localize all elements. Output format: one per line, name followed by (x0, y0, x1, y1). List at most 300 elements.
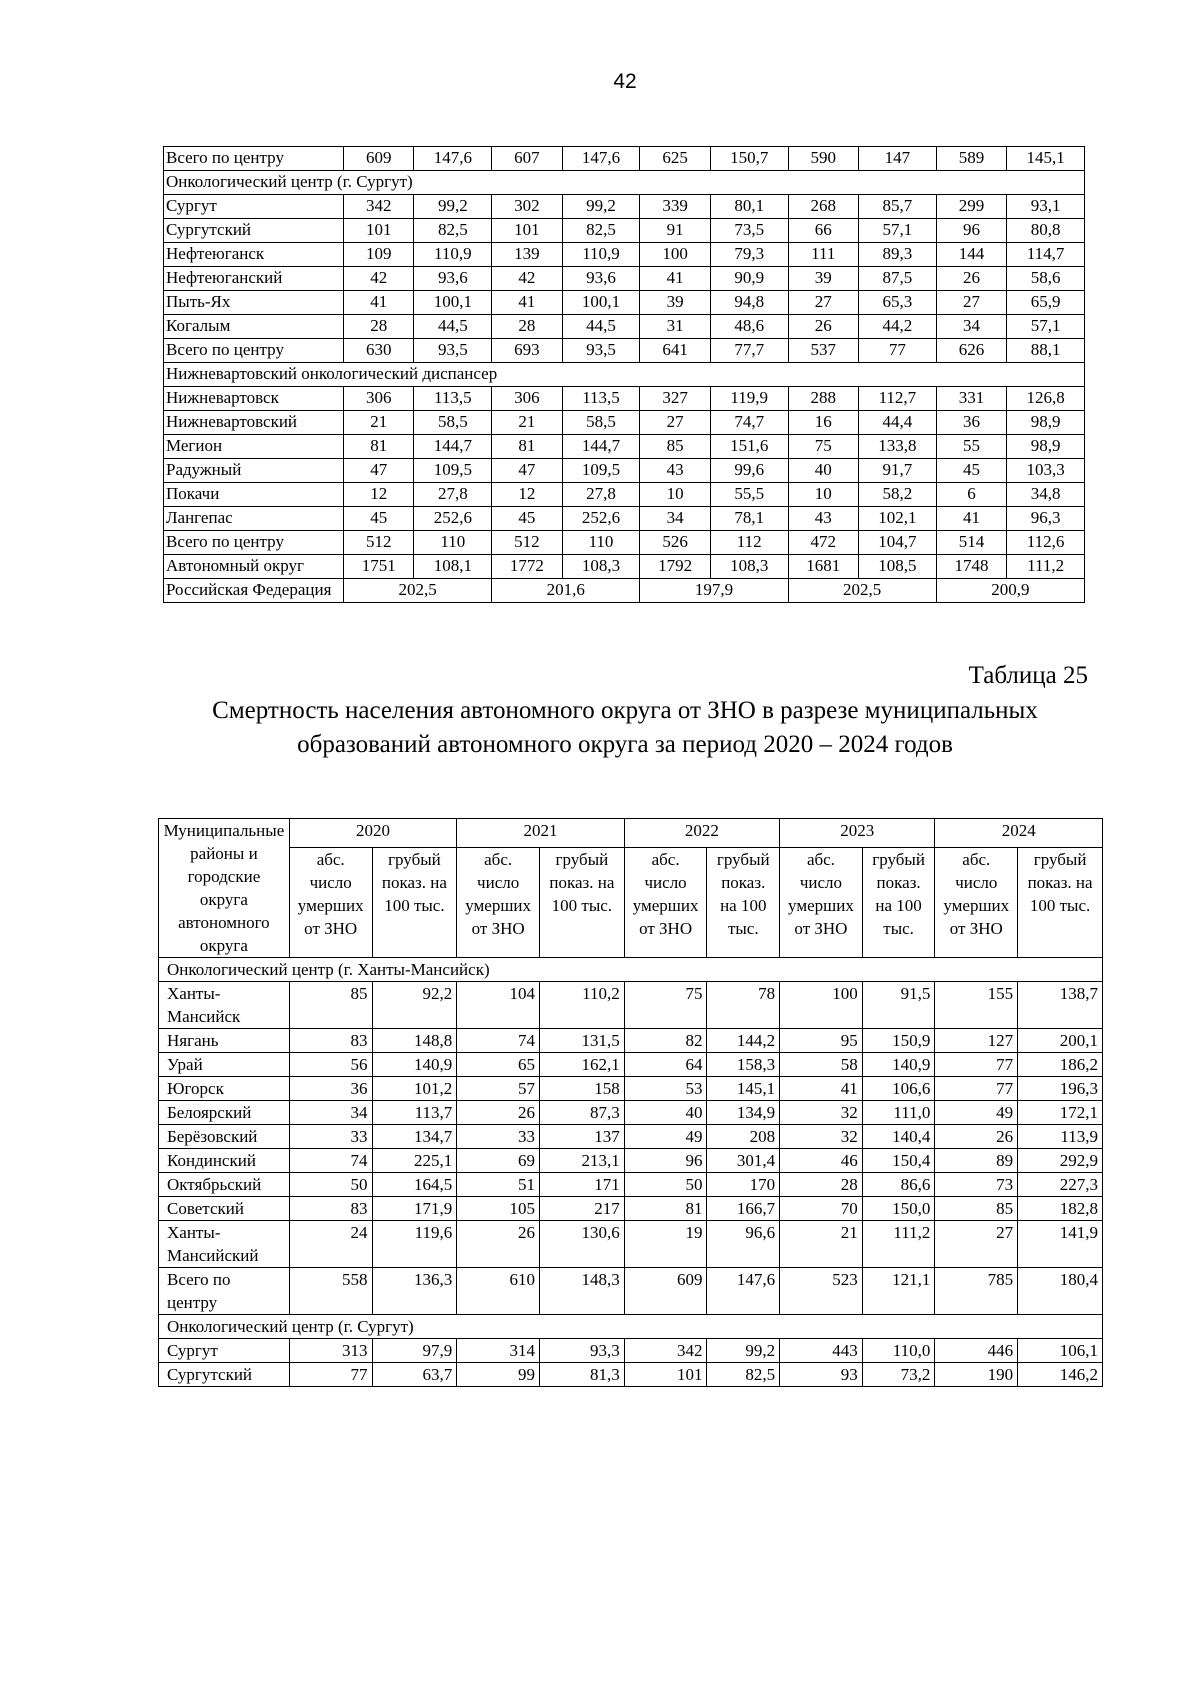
table-cell: 150,4 (862, 1149, 935, 1173)
table-cell: 24 (289, 1221, 372, 1268)
table-cell: 103,3 (1007, 459, 1085, 483)
table-cell: 110,9 (414, 243, 492, 267)
table-cell: 93,1 (1007, 195, 1085, 219)
header-municipality: Муниципальные районы и городские округа автономного округа (159, 819, 290, 958)
table-cell: 83 (289, 1197, 372, 1221)
table-cell: 81 (344, 435, 414, 459)
table-cell: 1748 (936, 555, 1006, 579)
table-cell: 69 (457, 1149, 540, 1173)
table-cell: 158,3 (707, 1053, 780, 1077)
table-cell: 50 (624, 1173, 707, 1197)
table-cell: 342 (344, 195, 414, 219)
table-cell: 164,5 (372, 1173, 457, 1197)
header-row-years (159, 819, 1103, 848)
table-row (164, 483, 1085, 507)
table-cell: 99,2 (562, 195, 640, 219)
table-cell: 443 (780, 1339, 863, 1363)
table-cell: 78 (707, 982, 780, 1029)
table-cell: 65,9 (1007, 291, 1085, 315)
table-cell: 140,9 (862, 1053, 935, 1077)
table-cell: 106,6 (862, 1077, 935, 1101)
table-title: Смертность населения автономного округа от ЗНО в разрезе муниципальных образований автономного округа за период 2020 – 2024 годов (212, 697, 1038, 758)
table-cell: 110 (414, 531, 492, 555)
table-cell: 558 (289, 1268, 372, 1315)
table-cell: 46 (780, 1149, 863, 1173)
table-cell: 75 (788, 435, 858, 459)
table-cell: 12 (492, 483, 562, 507)
table-cell: 44,5 (414, 315, 492, 339)
table-row (159, 1149, 1103, 1173)
row-name: Когалым (164, 315, 344, 339)
table-cell: 85,7 (859, 195, 937, 219)
table-cell: 109 (344, 243, 414, 267)
table-cell: 172,1 (1018, 1101, 1103, 1125)
table-row (159, 1053, 1103, 1077)
table-cell: 94,8 (710, 291, 788, 315)
table-cell: 314 (457, 1339, 540, 1363)
row-name: Нефтеюганский (164, 267, 344, 291)
table-cell: 134,9 (707, 1101, 780, 1125)
table-cell: 523 (780, 1268, 863, 1315)
table-cell: 58 (780, 1053, 863, 1077)
table-cell: 288 (788, 387, 858, 411)
table-cell: 200,9 (936, 579, 1084, 603)
row-name: Ханты-Мансийск (159, 982, 290, 1029)
table-cell: 50 (289, 1173, 372, 1197)
table-cell: 36 (936, 411, 1006, 435)
table-cell: 213,1 (540, 1149, 625, 1173)
header-abs-count: абс. число умерших от ЗНО (624, 847, 707, 958)
table-cell: 110,2 (540, 982, 625, 1029)
table-cell: 93,3 (540, 1339, 625, 1363)
section-title: Онкологический центр (г. Сургут) (159, 1315, 1103, 1339)
row-name: Нижневартовск (164, 387, 344, 411)
table-cell: 83 (289, 1029, 372, 1053)
table-cell: 49 (624, 1125, 707, 1149)
table-cell: 70 (780, 1197, 863, 1221)
table-cell: 85 (935, 1197, 1018, 1221)
table-cell: 145,1 (1007, 147, 1085, 171)
table-cell: 446 (935, 1339, 1018, 1363)
table-cell: 138,7 (1018, 982, 1103, 1029)
table-cell: 31 (640, 315, 710, 339)
table-cell: 65 (457, 1053, 540, 1077)
header-abs-count: абс. число умерших от ЗНО (289, 847, 372, 958)
table-cell: 180,4 (1018, 1268, 1103, 1315)
table-cell: 77,7 (710, 339, 788, 363)
table-cell: 92,2 (372, 982, 457, 1029)
table-cell: 144,7 (414, 435, 492, 459)
header-abs-count: абс. число умерших от ЗНО (457, 847, 540, 958)
table-cell: 306 (344, 387, 414, 411)
table-cell: 626 (936, 339, 1006, 363)
table-cell: 64 (624, 1053, 707, 1077)
section-row (159, 1315, 1103, 1339)
table-cell: 93 (780, 1363, 863, 1387)
table-cell: 136,3 (372, 1268, 457, 1315)
table-cell: 252,6 (562, 507, 640, 531)
table-cell: 26 (457, 1101, 540, 1125)
table-cell: 34 (640, 507, 710, 531)
table-cell: 82 (624, 1029, 707, 1053)
table-cell: 1792 (640, 555, 710, 579)
table-cell: 57,1 (859, 219, 937, 243)
table-cell: 56 (289, 1053, 372, 1077)
row-name: Всего по центру (164, 531, 344, 555)
row-name: Российская Федерация (164, 579, 344, 603)
section-title: Нижневартовский онкологический диспансер (164, 363, 1085, 387)
table-cell: 145,1 (707, 1077, 780, 1101)
table-cell: 105 (457, 1197, 540, 1221)
table-cell: 166,7 (707, 1197, 780, 1221)
table-cell: 609 (344, 147, 414, 171)
table-cell: 73,5 (710, 219, 788, 243)
table-row (159, 1101, 1103, 1125)
table-cell: 96,3 (1007, 507, 1085, 531)
table-cell: 66 (788, 219, 858, 243)
table-cell: 112,7 (859, 387, 937, 411)
table-cell: 100 (780, 982, 863, 1029)
row-name: Кондинский (159, 1149, 290, 1173)
table-cell: 99,6 (710, 459, 788, 483)
header-abs-count: абс. число умерших от ЗНО (780, 847, 863, 958)
table-cell: 148,3 (540, 1268, 625, 1315)
table-cell: 609 (624, 1268, 707, 1315)
table-cell: 133,8 (859, 435, 937, 459)
table-cell: 85 (289, 982, 372, 1029)
row-name: Урай (159, 1053, 290, 1077)
table-cell: 34 (936, 315, 1006, 339)
table-cell: 201,6 (492, 579, 640, 603)
table-cell: 111,0 (862, 1101, 935, 1125)
page-number: 42 (613, 70, 637, 93)
table-cell: 78,1 (710, 507, 788, 531)
table-cell: 42 (492, 267, 562, 291)
table-cell: 80,8 (1007, 219, 1085, 243)
table-cell: 93,5 (414, 339, 492, 363)
table-cell: 39 (640, 291, 710, 315)
table-cell: 80,1 (710, 195, 788, 219)
table-cell: 97,9 (372, 1339, 457, 1363)
table-cell: 55 (936, 435, 1006, 459)
row-name: Октябрьский (159, 1173, 290, 1197)
table-cell: 10 (788, 483, 858, 507)
table-cell: 21 (780, 1221, 863, 1268)
row-name: Нягань (159, 1029, 290, 1053)
table-row (159, 1125, 1103, 1149)
table-cell: 113,9 (1018, 1125, 1103, 1149)
table-cell: 26 (457, 1221, 540, 1268)
table-cell: 74 (289, 1149, 372, 1173)
table-cell: 140,4 (862, 1125, 935, 1149)
table-row (164, 195, 1085, 219)
header-year: 2020 (289, 819, 456, 848)
table-row (164, 243, 1085, 267)
row-name: Нижневартовский (164, 411, 344, 435)
table-cell: 81,3 (540, 1363, 625, 1387)
table-cell: 21 (492, 411, 562, 435)
table-cell: 171,9 (372, 1197, 457, 1221)
row-name: Ханты-Мансийский (159, 1221, 290, 1268)
table-cell: 27 (788, 291, 858, 315)
table-cell: 139 (492, 243, 562, 267)
table-cell: 27,8 (414, 483, 492, 507)
table-cell: 6 (936, 483, 1006, 507)
table-row (164, 267, 1085, 291)
table-cell: 32 (780, 1125, 863, 1149)
table-number: Таблица 25 (968, 662, 1088, 689)
table-cell: 121,1 (862, 1268, 935, 1315)
table-cell: 113,5 (562, 387, 640, 411)
header-row-metrics (159, 847, 1103, 958)
table-cell: 58,5 (562, 411, 640, 435)
table-cell: 27,8 (562, 483, 640, 507)
table-cell: 91 (640, 219, 710, 243)
table-cell: 12 (344, 483, 414, 507)
table-cell: 45 (344, 507, 414, 531)
table-cell: 82,5 (707, 1363, 780, 1387)
table-cell: 119,9 (710, 387, 788, 411)
table-row (159, 1221, 1103, 1268)
table-cell: 108,3 (562, 555, 640, 579)
table-cell: 119,6 (372, 1221, 457, 1268)
table-row (164, 507, 1085, 531)
section-row (164, 363, 1085, 387)
row-name: Всего по центру (164, 147, 344, 171)
row-name: Покачи (164, 483, 344, 507)
header-abs-count: абс. число умерших от ЗНО (935, 847, 1018, 958)
table-cell: 327 (640, 387, 710, 411)
table-cell: 141,9 (1018, 1221, 1103, 1268)
table-cell: 58,6 (1007, 267, 1085, 291)
table-cell: 268 (788, 195, 858, 219)
table-cell: 100,1 (414, 291, 492, 315)
table-cell: 40 (788, 459, 858, 483)
table-cell: 98,9 (1007, 411, 1085, 435)
table-cell: 85 (640, 435, 710, 459)
table-cell: 93,6 (414, 267, 492, 291)
table-cell: 41 (780, 1077, 863, 1101)
row-name: Автономный округ (164, 555, 344, 579)
table-cell: 77 (935, 1077, 1018, 1101)
table-cell: 641 (640, 339, 710, 363)
table-cell: 101 (492, 219, 562, 243)
table-cell: 202,5 (788, 579, 936, 603)
table-cell: 101 (344, 219, 414, 243)
table-cell: 44,5 (562, 315, 640, 339)
table-cell: 36 (289, 1077, 372, 1101)
table-cell: 39 (788, 267, 858, 291)
table-cell: 82,5 (562, 219, 640, 243)
table-row (164, 435, 1085, 459)
row-name: Сургут (159, 1339, 290, 1363)
row-name: Радужный (164, 459, 344, 483)
table-cell: 110 (562, 531, 640, 555)
table-cell: 625 (640, 147, 710, 171)
table-cell: 111,2 (862, 1221, 935, 1268)
table-row (159, 1077, 1103, 1101)
table-cell: 301,4 (707, 1149, 780, 1173)
table-cell: 74,7 (710, 411, 788, 435)
header-year: 2022 (624, 819, 779, 848)
table-cell: 28 (344, 315, 414, 339)
header-crude-rate: грубый показ. на 100 тыс. (540, 847, 625, 958)
table-row (159, 1029, 1103, 1053)
table-row (164, 339, 1085, 363)
table-cell: 32 (780, 1101, 863, 1125)
row-name: Сургутский (159, 1363, 290, 1387)
table-cell: 131,5 (540, 1029, 625, 1053)
table-cell: 302 (492, 195, 562, 219)
table-cell: 114,7 (1007, 243, 1085, 267)
table-cell: 93,6 (562, 267, 640, 291)
table-cell: 331 (936, 387, 1006, 411)
table-cell: 101,2 (372, 1077, 457, 1101)
table-cell: 108,3 (710, 555, 788, 579)
table-cell: 589 (936, 147, 1006, 171)
table-cell: 104,7 (859, 531, 937, 555)
table-cell: 144,2 (707, 1029, 780, 1053)
table-cell: 45 (936, 459, 1006, 483)
row-name: Сургут (164, 195, 344, 219)
table-cell: 147,6 (414, 147, 492, 171)
table-cell: 182,8 (1018, 1197, 1103, 1221)
section-row (159, 958, 1103, 982)
table-cell: 112 (710, 531, 788, 555)
table-cell: 146,2 (1018, 1363, 1103, 1387)
table-cell: 42 (344, 267, 414, 291)
header-year: 2024 (935, 819, 1103, 848)
mortality-table (158, 818, 1103, 1387)
row-name: Югорск (159, 1077, 290, 1101)
table-cell: 144,7 (562, 435, 640, 459)
table-cell: 33 (457, 1125, 540, 1149)
table-cell: 100,1 (562, 291, 640, 315)
table-cell: 607 (492, 147, 562, 171)
row-name: Всего по центру (159, 1268, 290, 1315)
table-cell: 58,2 (859, 483, 937, 507)
table-row (164, 219, 1085, 243)
table-cell: 91,5 (862, 982, 935, 1029)
row-name: Пыть-Ях (164, 291, 344, 315)
table-cell: 81 (492, 435, 562, 459)
section-row (164, 171, 1085, 195)
table-cell: 130,6 (540, 1221, 625, 1268)
table-cell: 512 (344, 531, 414, 555)
table-cell: 630 (344, 339, 414, 363)
table-cell: 150,0 (862, 1197, 935, 1221)
table-cell: 126,8 (1007, 387, 1085, 411)
table-cell: 472 (788, 531, 858, 555)
table-cell: 81 (624, 1197, 707, 1221)
table-row (164, 411, 1085, 435)
table-row (159, 1197, 1103, 1221)
table-cell: 77 (859, 339, 937, 363)
table-cell: 197,9 (640, 579, 788, 603)
table-cell: 95 (780, 1029, 863, 1053)
table-cell: 610 (457, 1268, 540, 1315)
table-cell: 74 (457, 1029, 540, 1053)
table-cell: 34,8 (1007, 483, 1085, 507)
table-cell: 93,5 (562, 339, 640, 363)
table-cell: 48,6 (710, 315, 788, 339)
table-cell: 89 (935, 1149, 1018, 1173)
table-cell: 110,0 (862, 1339, 935, 1363)
table-cell: 87,3 (540, 1101, 625, 1125)
table-row (159, 1173, 1103, 1197)
table-row (164, 315, 1085, 339)
table-cell: 109,5 (414, 459, 492, 483)
table-cell: 26 (788, 315, 858, 339)
table-cell: 75 (624, 982, 707, 1029)
table-cell: 140,9 (372, 1053, 457, 1077)
table-cell: 112,6 (1007, 531, 1085, 555)
header-crude-rate: грубый показ. на 100 тыс. (1018, 847, 1103, 958)
table-cell: 91,7 (859, 459, 937, 483)
table-cell: 99,2 (414, 195, 492, 219)
table-cell: 148,8 (372, 1029, 457, 1053)
table-cell: 108,1 (414, 555, 492, 579)
header-year: 2023 (780, 819, 935, 848)
table-row (164, 531, 1085, 555)
section-title: Онкологический центр (г. Сургут) (164, 171, 1085, 195)
table-cell: 339 (640, 195, 710, 219)
table-cell: 1681 (788, 555, 858, 579)
row-name: Лангепас (164, 507, 344, 531)
row-name: Белоярский (159, 1101, 290, 1125)
table-cell: 101 (624, 1363, 707, 1387)
table-cell: 26 (935, 1125, 1018, 1149)
table-cell: 99 (457, 1363, 540, 1387)
table-cell: 57 (457, 1077, 540, 1101)
table-cell: 41 (344, 291, 414, 315)
table-cell: 590 (788, 147, 858, 171)
table-cell: 1751 (344, 555, 414, 579)
header-crude-rate: грубый показ. на 100 тыс. (862, 847, 935, 958)
table-cell: 111 (788, 243, 858, 267)
table-cell: 73 (935, 1173, 1018, 1197)
table-row (159, 1339, 1103, 1363)
table-cell: 98,9 (1007, 435, 1085, 459)
table-cell: 162,1 (540, 1053, 625, 1077)
table-cell: 43 (640, 459, 710, 483)
table-cell: 113,5 (414, 387, 492, 411)
table-cell: 10 (640, 483, 710, 507)
table-cell: 109,5 (562, 459, 640, 483)
continuation-table (163, 146, 1085, 603)
table-cell: 28 (780, 1173, 863, 1197)
table-cell: 82,5 (414, 219, 492, 243)
table-cell: 41 (936, 507, 1006, 531)
table-cell: 79,3 (710, 243, 788, 267)
table-cell: 108,5 (859, 555, 937, 579)
table-cell: 65,3 (859, 291, 937, 315)
table-cell: 785 (935, 1268, 1018, 1315)
row-name: Берёзовский (159, 1125, 290, 1149)
table-cell: 34 (289, 1101, 372, 1125)
table-cell: 106,1 (1018, 1339, 1103, 1363)
table-cell: 299 (936, 195, 1006, 219)
table-cell: 111,2 (1007, 555, 1085, 579)
table-cell: 86,6 (862, 1173, 935, 1197)
row-name: Мегион (164, 435, 344, 459)
table-cell: 28 (492, 315, 562, 339)
table-cell: 134,7 (372, 1125, 457, 1149)
header-year: 2021 (457, 819, 624, 848)
row-name: Всего по центру (164, 339, 344, 363)
table-cell: 147,6 (562, 147, 640, 171)
table-cell: 26 (936, 267, 1006, 291)
